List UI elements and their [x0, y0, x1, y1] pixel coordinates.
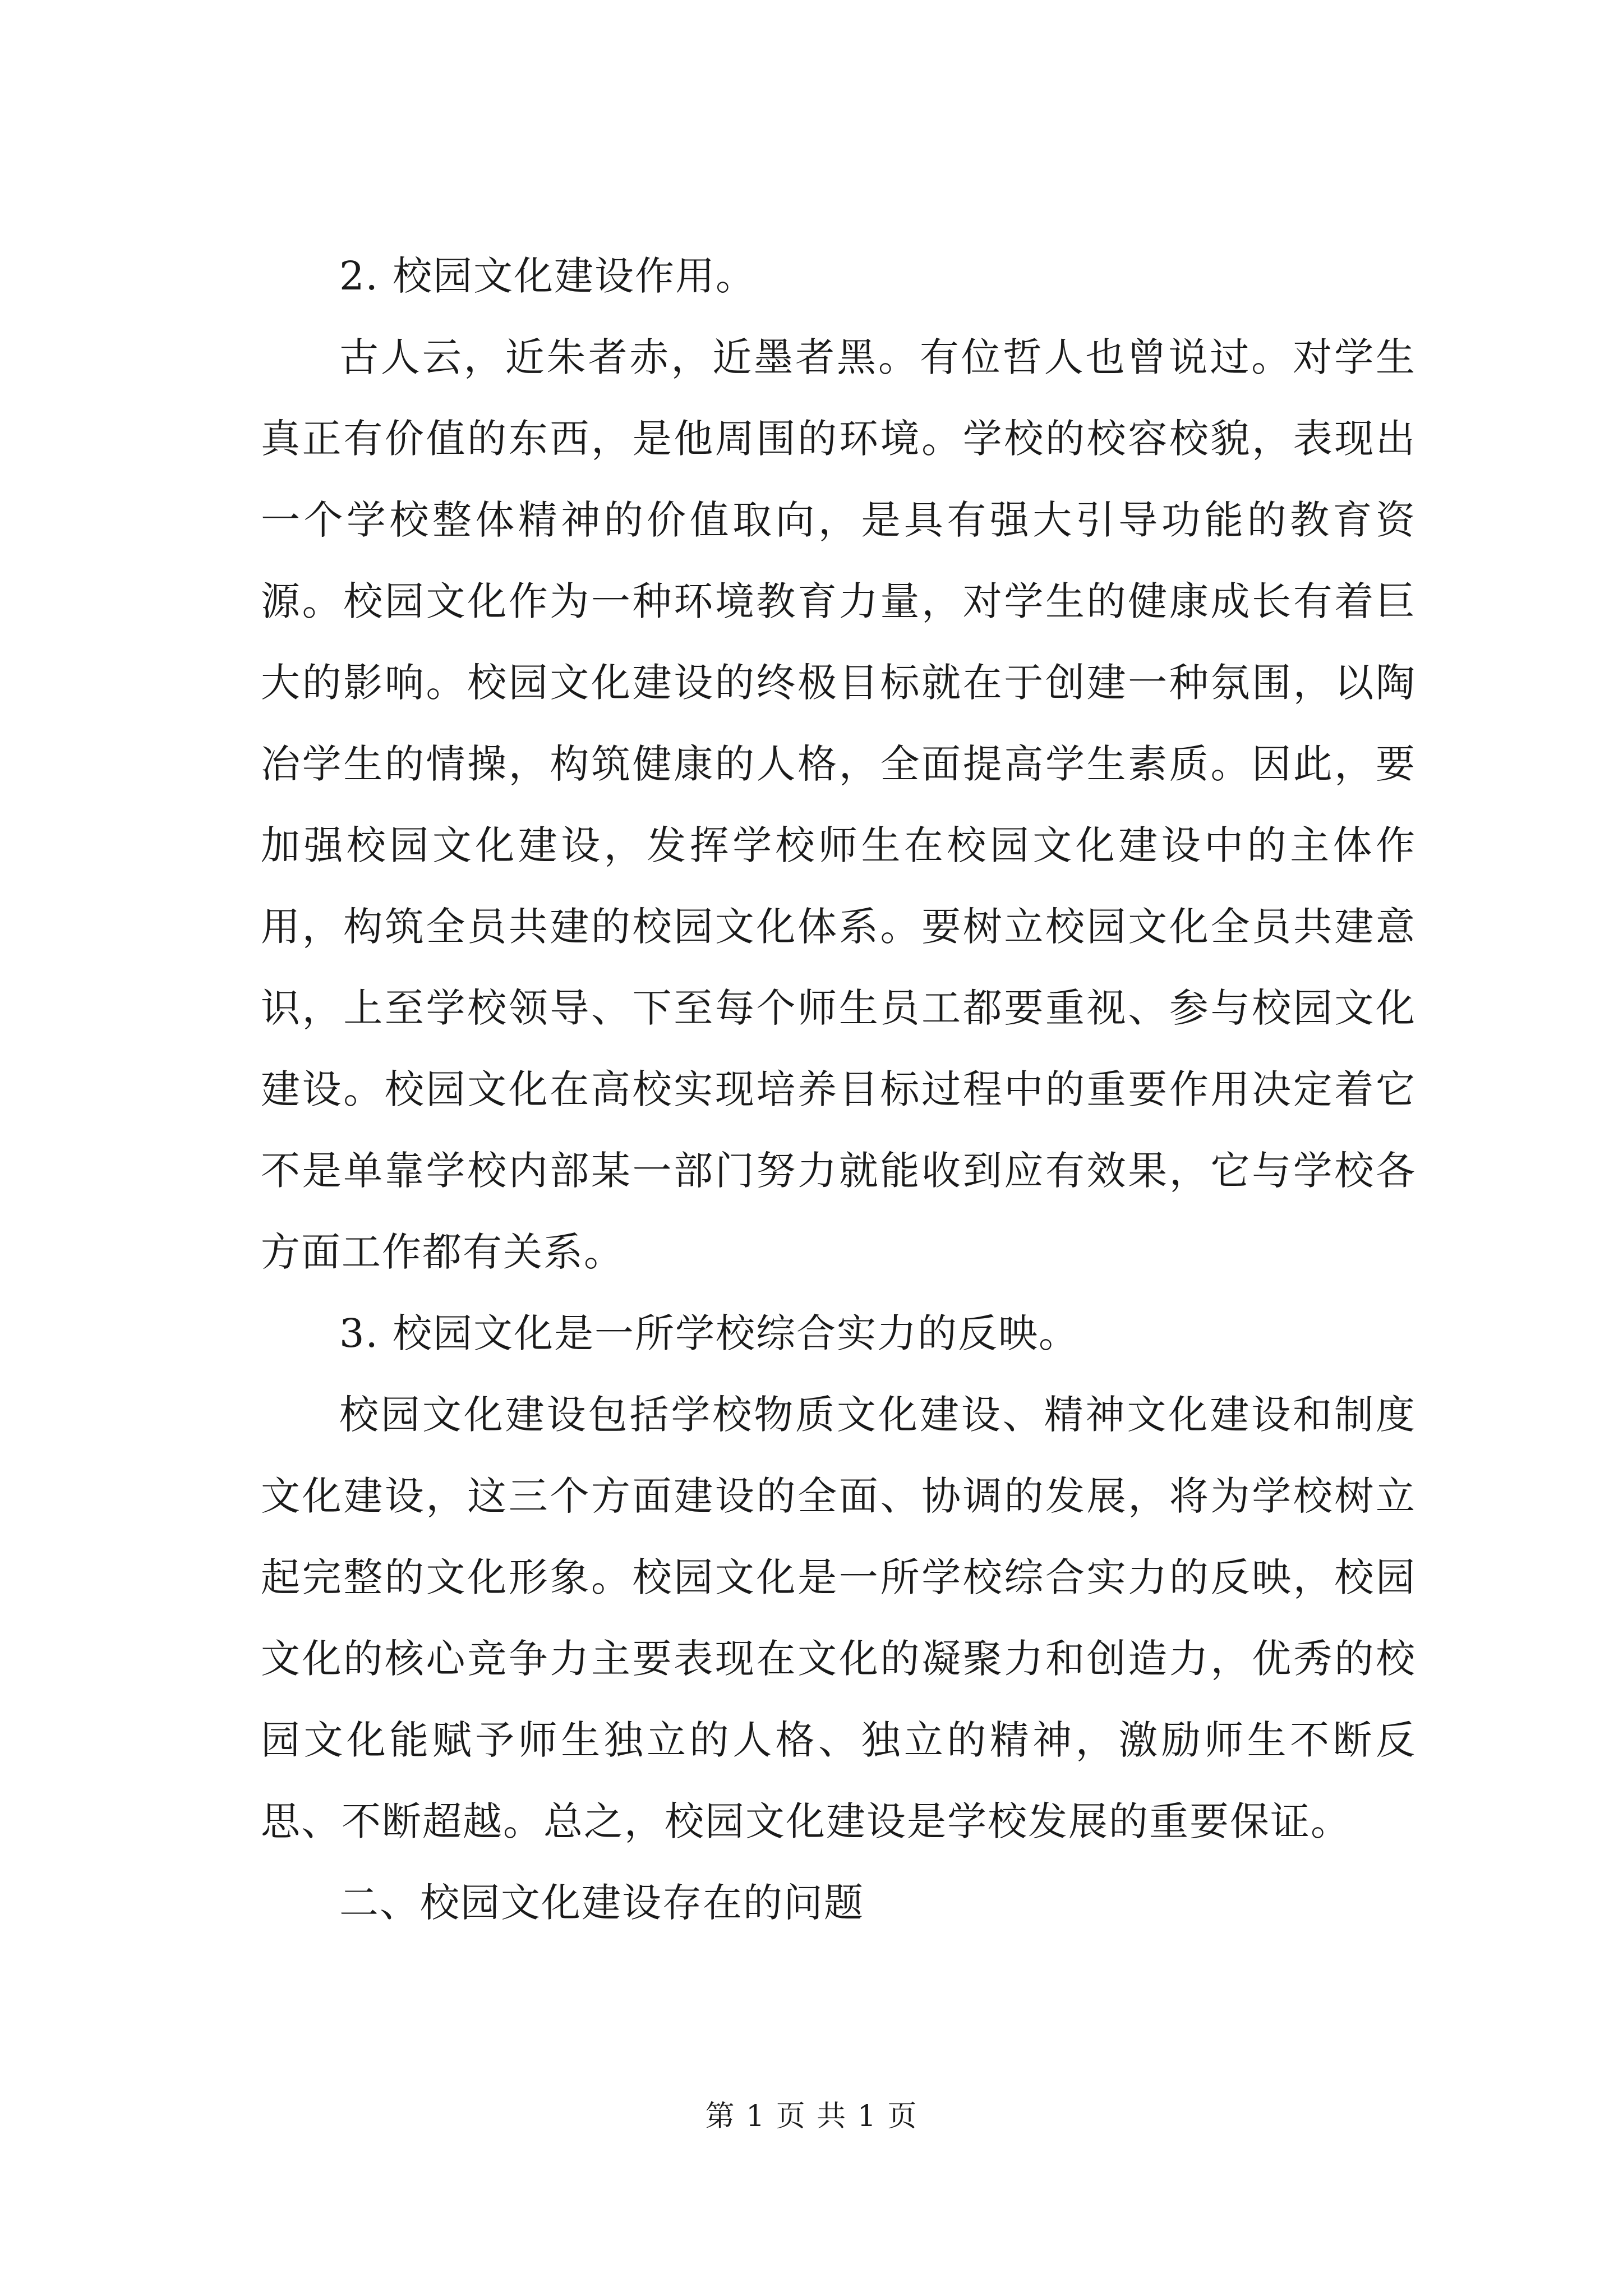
paragraph-comprehensive-strength: 校园文化建设包括学校物质文化建设、精神文化建设和制度文化建设，这三个方面建设的全面、协调的发展，将为学校树立起完整的文化形象。校园文化是一所学校综合实力的反映，校园文化的核心竞争力主要表现在文化的凝聚力和创造力，优秀的校园文化能赋予师生独立的人格、独立的精神，激励师生不断反思、不断超越。总之，校园文化建设是学校发展的重要保证。 — [261, 1392, 1416, 1844]
section-heading-problems: 二、校园文化建设存在的问题 — [339, 1880, 864, 1926]
section-heading-comprehensive-strength: 3. 校园文化是一所学校综合实力的反映。 — [339, 1310, 1080, 1356]
page-number-footer: 第 1 页 共 1 页 — [705, 2100, 918, 2133]
section-heading-role: 2. 校园文化建设作用。 — [339, 253, 757, 299]
paragraph-role-of-campus-culture: 古人云，近朱者赤，近墨者黑。有位哲人也曾说过。对学生真正有价值的东西，是他周围的环境。学校的校容校貌，表现出一个学校整体精神的价值取向，是具有强大引导功能的教育资源。校园文化作为一种环境教育力量，对学生的健康成长有着巨大的影响。校园文化建设的终极目标就在于创建一种氛围，以陶冶学生的情操，构筑健康的人格，全面提高学生素质。因此，要加强校园文化建设，发挥学校师生在校园文化建设中的主体作用，构筑全员共建的校园文化体系。要树立校园文化全员共建意识，上至学校领导、下至每个师生员工都要重视、参与校园文化建设。校园文化在高校实现培养目标过程中的重要作用决定着它不是单靠学校内部某一部门努力就能收到应有效果，它与学校各方面工作都有关系。 — [261, 334, 1416, 1275]
document-body — [261, 236, 1416, 1944]
